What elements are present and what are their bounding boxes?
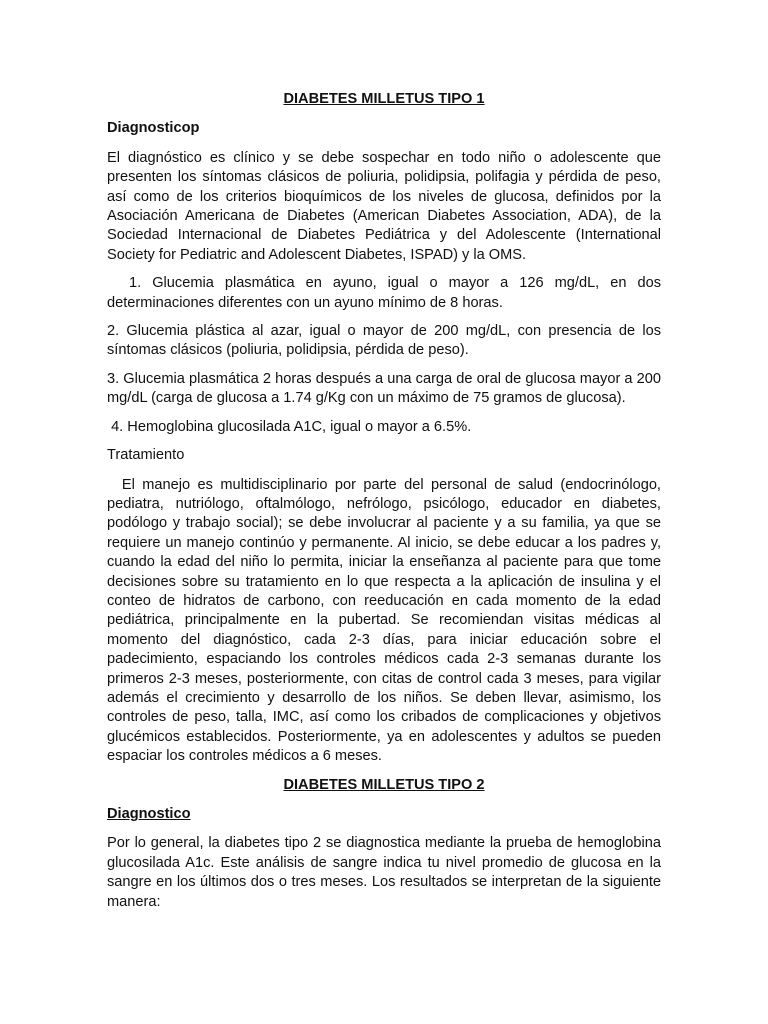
criterion-4: 4. Hemoglobina glucosilada A1C, igual o mayor a 6.5%. (107, 418, 472, 435)
criterion-2: 2. Glucemia plástica al azar, igual o mayor de 200 mg/dL, con presencia de los síntomas clásicos (poliuria, polidipsia, pérdida de peso). (107, 323, 661, 359)
treatment-text: El manejo es multidisciplinario por parte del personal de salud (endocrinólogo, pediatra, nutriólogo, oftalmólogo, nefrólogo, psicólogo, educador en diabetes, podólogo y trabajo social); se debe involucrar al paciente y a su familia, ya que se requiere un manejo continúo y permanente. Al inicio, se debe educar a los padres y, cuando la edad del niño lo permita, iniciar la enseñanza al paciente para que tome decisiones sobre su tratamiento en lo que respecta a la aplicación de insulina y el conteo de hidratos de carbono, con reeducación en cada momento de la edad pediátrica, principalmente en la pubertad. Se recomiendan visitas médicas al momento del diagnóstico, cada 2-3 días, para iniciar educación sobre el padecimiento, espaciando los controles médicos cada 2-3 semanas durante los primeros 2-3 meses, posteriormente, con citas de control cada 3 meses, para vigilar además el crecimiento y desarrollo de los niños. Se deben llevar, asimismo, los controles de peso, talla, IMC, así como los cribados de complicaciones y objetivos glucémicos establecidos. Posteriormente, ya en adolescentes y adultos se pueden espaciar los controles médicos a 6 meses. (107, 476, 666, 765)
criterion-3: 3. Glucemia plasmática 2 horas después a una carga de oral de glucosa mayor a 200 mg/dL (carga de glucosa a 1.74 g/Kg con un máximo de 75 gramos de glucosa). (107, 370, 661, 407)
section2-title: DIABETES MILLETUS TIPO 2 (283, 776, 485, 793)
section1-heading: Diagnosticop (107, 120, 200, 137)
treatment-heading: Tratamiento (107, 447, 185, 464)
criterion-1: 1. Glucemia plasmática en ayuno, igual o mayor a 126 mg/dL, en dos determinaciones diferentes con un ayuno mínimo de 8 horas. (107, 275, 666, 311)
section2-heading: Diagnostico (107, 806, 191, 822)
section1-title: DIABETES MILLETUS TIPO 1 (283, 91, 485, 107)
section2-intro: Por lo general, la diabetes tipo 2 se diagnostica mediante la prueba de hemoglobina glucosilada A1c. Este análisis de sangre indica tu nivel promedio de glucosa en la sangre en los últimos dos o tres meses. Los resultados se interpretan de la siguiente manera: (107, 835, 661, 910)
section1-intro: El diagnóstico es clínico y se debe sospechar en todo niño o adolescente que presenten los síntomas clásicos de poliuria, polidipsia, polifagia y pérdida de peso, así como de los criterios bioquímicos de los niveles de glucosa, definidos por la Asociación Americana de Diabetes (American Diabetes Association, ADA), de la Sociedad Internacional de Diabetes Pediátrica y del Adolescente (International Society for Pediatric and Adolescent Diabetes, ISPAD) y la OMS. (107, 149, 661, 263)
document-page (107, 90, 666, 921)
